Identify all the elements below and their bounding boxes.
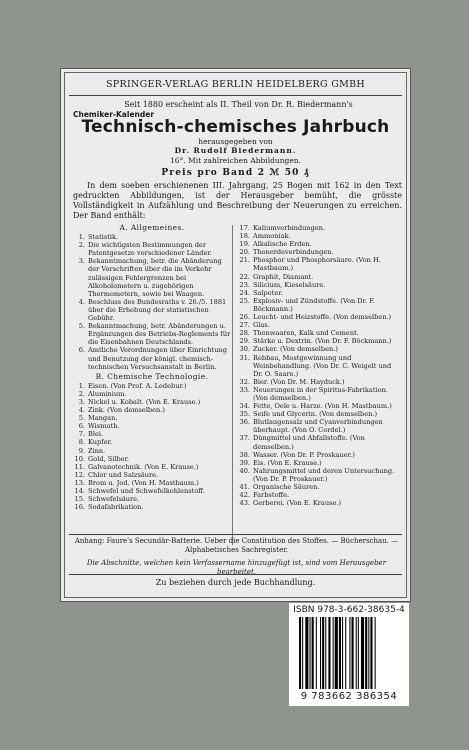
since-line: Seit 1880 erscheint als II. Theil von Dr. R. Biedermann's xyxy=(124,100,353,109)
item-number: 30. xyxy=(239,345,250,354)
item-text: Die wichtigsten Bestimmungen der Patentgesetze verschiedener Länder. xyxy=(88,241,212,258)
item-text: Nahrungsmittel und deren Untersuchung. (Von Dr. P. Proskauer.) xyxy=(253,466,395,483)
item-number: 19. xyxy=(239,240,250,249)
item-number: 29. xyxy=(239,337,250,346)
item-text: Wasser. (Von Dr. P. Proskauer.) xyxy=(253,450,355,459)
item-text: Beschluss des Bundesraths v. 26./5. 1881 über die Erhebung der statistischen Gebühr. xyxy=(88,297,227,323)
item-number: 13. xyxy=(74,478,85,487)
item-text: Schwefelsäure. xyxy=(88,495,140,504)
contents-item xyxy=(73,503,231,511)
item-number: 36. xyxy=(239,418,250,427)
item-text: Thonwaaren, Kalk und Cement. xyxy=(253,329,359,338)
contents-item xyxy=(238,248,398,256)
barcode-bar xyxy=(365,617,367,689)
contents-item xyxy=(238,354,398,378)
item-number: 1. xyxy=(78,233,85,242)
item-text: Bekanntmachung, betr. die Abänderung der Vorschriften über die im Verkehr zulässigen Fehlergrenzen bei Alkoholometern u. zugehörigen Thermometern, sowie bei Waagen. xyxy=(88,257,222,298)
item-number: 37. xyxy=(239,434,250,443)
barcode-bar xyxy=(322,617,324,689)
contents-item xyxy=(238,256,398,272)
item-text: Eisen. (Von Prof. A. Ledebur.) xyxy=(88,381,187,390)
item-text: Thonerdeverbindungen. xyxy=(253,248,334,257)
item-number: 41. xyxy=(239,483,250,491)
divider xyxy=(69,574,402,575)
item-text: Zucker. (Von demselben.) xyxy=(253,345,338,354)
barcode-bar xyxy=(352,617,354,689)
divider xyxy=(69,95,402,96)
contents-item xyxy=(238,329,398,337)
item-number: 12. xyxy=(74,470,85,479)
item-text: Sodafabrikation. xyxy=(88,503,144,512)
item-number: 32. xyxy=(239,377,250,386)
item-text: Statistik. xyxy=(88,233,119,242)
contents-item xyxy=(238,240,398,248)
item-text: Bier. (Von Dr. M. Hayduck.) xyxy=(253,377,345,386)
contents-item xyxy=(238,483,398,491)
item-number: 14. xyxy=(74,487,85,495)
barcode-bar xyxy=(328,617,330,689)
contents-item xyxy=(73,346,231,370)
isbn-text: ISBN 978-3-662-38635-4 xyxy=(293,605,405,615)
item-text: Zinn. xyxy=(88,446,106,455)
barcode-bar xyxy=(345,617,346,689)
contents-item xyxy=(238,402,398,410)
barcode-bar xyxy=(316,617,317,689)
item-text: Silicium, Kieselsäure. xyxy=(253,280,326,289)
item-number: 18. xyxy=(239,232,250,241)
contents-item xyxy=(73,495,231,503)
item-number: 28. xyxy=(239,329,250,338)
item-number: 40. xyxy=(239,466,250,475)
contents-item xyxy=(73,455,231,463)
item-number: 11. xyxy=(74,462,85,471)
contents-item xyxy=(73,479,231,487)
item-number: 16. xyxy=(74,503,85,512)
item-number: 42. xyxy=(239,491,250,500)
contents-item xyxy=(73,422,231,430)
contents-item xyxy=(73,406,231,414)
contents-item xyxy=(73,390,231,398)
contents-item xyxy=(238,451,398,459)
contents-item xyxy=(238,378,398,386)
book-title: Technisch-chemisches Jahrbuch xyxy=(81,117,390,137)
item-text: Gold, Silber. xyxy=(88,454,130,463)
barcode-bar xyxy=(302,617,303,689)
item-text: Galvanotechnik. (Von E. Krause.) xyxy=(88,462,199,471)
barcode-bars xyxy=(299,617,399,689)
intro-paragraph: In dem soeben erschienenen III. Jahrgang, 25 Bogen mit 162 in den Text gedruckten Abbildungen, ist der Herausgeber bemüht, die grösste Vollständigkeit in Aufzählung und Beschreibung der Neuerungen zu erreichen. Der Band enthält: xyxy=(73,181,402,220)
contents-item xyxy=(73,398,231,406)
advertisement-panel xyxy=(60,68,411,602)
item-number: 21. xyxy=(239,256,250,265)
item-text: Seife und Glycerin. (Von demselben.) xyxy=(253,410,378,419)
item-text: Fette, Oele u. Harze. (Von H. Mastbaum.) xyxy=(253,402,392,411)
contents-item xyxy=(73,471,231,479)
item-number: 23. xyxy=(239,280,250,289)
left-column xyxy=(73,224,231,511)
contents-item xyxy=(238,499,398,507)
price-line: Preis pro Band 2 ℳ 50 ₰ xyxy=(161,168,310,178)
item-number: 20. xyxy=(239,248,250,257)
barcode-bar xyxy=(335,617,338,689)
item-text: Graphit, Diamant. xyxy=(253,272,314,281)
item-number: 26. xyxy=(239,313,250,322)
item-text: Rebbau, Mostgewinnung und Weinbehandlung. (Von Dr. C. Weigelt und Dr. O. Saare.) xyxy=(253,353,392,378)
item-number: 38. xyxy=(239,450,250,459)
contents-item xyxy=(238,459,398,467)
column-divider xyxy=(232,225,233,545)
barcode-bar xyxy=(325,617,326,689)
barcode-bar xyxy=(310,617,311,689)
item-text: Nickel u. Kobalt. (Von E. Krause.) xyxy=(88,397,201,406)
item-number: 15. xyxy=(74,495,85,504)
item-text: Farbstoffe. xyxy=(253,491,290,500)
barcode-bar xyxy=(333,617,334,689)
item-text: Zink. (Von demselben.) xyxy=(88,406,165,415)
item-text: Glas. xyxy=(253,321,270,330)
barcode-bar xyxy=(361,617,364,689)
contents-item xyxy=(238,337,398,345)
isbn-barcode xyxy=(289,603,409,706)
editor-note: Die Abschnitte, welchen kein Verfassername hinzugefügt ist, sind vom Herausgeber bearbeitet. xyxy=(86,559,387,576)
item-text: Kaliumverbindungen. xyxy=(253,224,326,232)
item-number: 6. xyxy=(78,422,85,431)
item-number: 9. xyxy=(78,446,85,455)
contents-item xyxy=(238,273,398,281)
barcode-bar xyxy=(368,617,369,689)
item-number: 31. xyxy=(239,353,250,362)
contents-item xyxy=(238,297,398,313)
barcode-bar xyxy=(305,617,308,689)
item-number: 4. xyxy=(78,297,85,306)
barcode-bar xyxy=(356,617,357,689)
item-number: 27. xyxy=(239,321,250,330)
item-number: 1. xyxy=(78,381,85,390)
contents-item xyxy=(73,322,231,346)
item-number: 2. xyxy=(78,389,85,398)
item-number: 33. xyxy=(239,385,250,394)
section-a-heading: A. Allgemeines. xyxy=(119,223,185,232)
section-b-heading: B. Chemische Technologie. xyxy=(95,371,209,381)
contents-item xyxy=(73,241,231,257)
item-number: 35. xyxy=(239,410,250,419)
editor-name: Dr. Rudolf Biedermann. xyxy=(174,146,297,155)
kalender-label: Chemiker-Kalender xyxy=(73,110,155,119)
barcode-number: 9 783662 386354 xyxy=(300,691,398,702)
contents-item xyxy=(238,386,398,402)
item-text: Schwefel und Schwefelkohlenstoff. xyxy=(88,487,205,495)
item-number: 10. xyxy=(74,454,85,463)
barcode-bar xyxy=(370,617,372,689)
item-number: 6. xyxy=(78,346,85,355)
contents-item xyxy=(238,467,398,483)
barcode-bar xyxy=(339,617,341,689)
contents-item xyxy=(73,447,231,455)
contents-item xyxy=(238,289,398,297)
barcode-bar xyxy=(342,617,343,689)
contents-item xyxy=(73,463,231,471)
divider xyxy=(69,534,402,535)
item-number: 5. xyxy=(78,322,85,331)
contents-item xyxy=(238,418,398,434)
contents-item xyxy=(73,257,231,297)
item-number: 22. xyxy=(239,272,250,281)
item-text: Phosphor und Phosphorsäure. (Von H. Mastbaum.) xyxy=(253,256,381,273)
contents-item xyxy=(238,410,398,418)
barcode-bar xyxy=(312,617,314,689)
item-text: Eis. (Von E. Krause.) xyxy=(253,458,322,467)
barcode-bar xyxy=(349,617,350,689)
item-number: 4. xyxy=(78,406,85,415)
publisher-heading: SPRINGER-VERLAG BERLIN HEIDELBERG GMBH xyxy=(106,79,365,90)
barcode-bar xyxy=(320,617,321,689)
barcode-bar xyxy=(299,617,301,689)
item-text: Salpeter. xyxy=(253,288,283,297)
item-number: 8. xyxy=(78,438,85,447)
item-text: Organische Säuren. xyxy=(253,483,320,491)
item-text: Stärke u. Dextrin. (Von Dr. F. Böckmann.) xyxy=(253,337,392,346)
footer-text: Zu beziehen durch jede Buchhandlung. xyxy=(155,578,316,587)
item-text: Amtliche Verordnungen über Einrichtung und Benutzung der königl. chemisch-technischen Versuchsanstalt in Berlin. xyxy=(88,346,227,371)
item-text: Leucht- und Heizstoffe. (Von demselben.) xyxy=(253,313,392,322)
item-number: 25. xyxy=(239,296,250,305)
item-text: Aluminium. xyxy=(88,389,127,398)
item-text: Explosiv- und Zündstoffe. (Von Dr. F. Böckmann.) xyxy=(253,296,375,313)
contents-item xyxy=(238,313,398,321)
contents-item xyxy=(238,434,398,450)
contents-item xyxy=(73,438,231,446)
contents-item xyxy=(73,233,231,241)
item-number: 24. xyxy=(239,288,250,297)
barcode-bar xyxy=(358,617,359,689)
item-text: Brom u. Jod. (Von H. Mastbaum.) xyxy=(88,478,199,487)
contents-item xyxy=(73,298,231,322)
item-number: 34. xyxy=(239,402,250,411)
contents-item xyxy=(238,224,398,232)
item-number: 3. xyxy=(78,257,85,266)
item-number: 5. xyxy=(78,414,85,423)
appendix-text: Anhang: Faure's Secundär-Batterie. Ueber die Constitution des Stoffes. — Bücherschau. — Alphabetisches Sachregister. xyxy=(74,537,399,554)
item-text: Ammoniak. xyxy=(253,232,291,241)
item-number: 43. xyxy=(239,499,250,508)
item-number: 17. xyxy=(239,224,250,232)
item-text: Mangan. xyxy=(88,414,118,423)
item-text: Bekanntmachung, betr. Abänderungen u. Ergänzungen des Betriebs-Reglements für die Eisenbahnen Deutschlands. xyxy=(88,322,231,347)
contents-item xyxy=(73,382,231,390)
contents-item xyxy=(238,491,398,499)
illustrations-line: 16°. Mit zahlreichen Abbildungen. xyxy=(169,156,302,165)
item-text: Wismuth. xyxy=(88,422,120,431)
contents-item xyxy=(238,232,398,240)
barcode-bar xyxy=(375,617,376,689)
contents-item xyxy=(238,281,398,289)
item-text: Chlor und Salzsäure. xyxy=(88,470,159,479)
contents-item xyxy=(73,430,231,438)
item-number: 3. xyxy=(78,397,85,406)
contents-item xyxy=(73,414,231,422)
item-text: Gerberei. (Von E. Krause.) xyxy=(253,499,342,508)
item-number: 7. xyxy=(78,430,85,439)
item-text: Neuerungen in der Spiritus-Fabrikation. (Von demselben.) xyxy=(253,385,388,402)
editor-prefix: herausgegeben von xyxy=(198,137,273,146)
contents-item xyxy=(238,345,398,353)
item-number: 39. xyxy=(239,458,250,467)
item-number: 2. xyxy=(78,241,85,250)
contents-item xyxy=(238,321,398,329)
right-column xyxy=(238,224,398,507)
item-text: Blutlaugensalz und Cyanverbindungen überhaupt. (Von O. Cordel.) xyxy=(253,418,383,435)
item-text: Alkalische Erden. xyxy=(253,240,312,249)
item-text: Blei. xyxy=(88,430,104,439)
item-text: Düngmittel und Abfallstoffe. (Von demselben.) xyxy=(253,434,365,451)
item-text: Kupfer. xyxy=(88,438,113,447)
contents-item xyxy=(73,487,231,495)
